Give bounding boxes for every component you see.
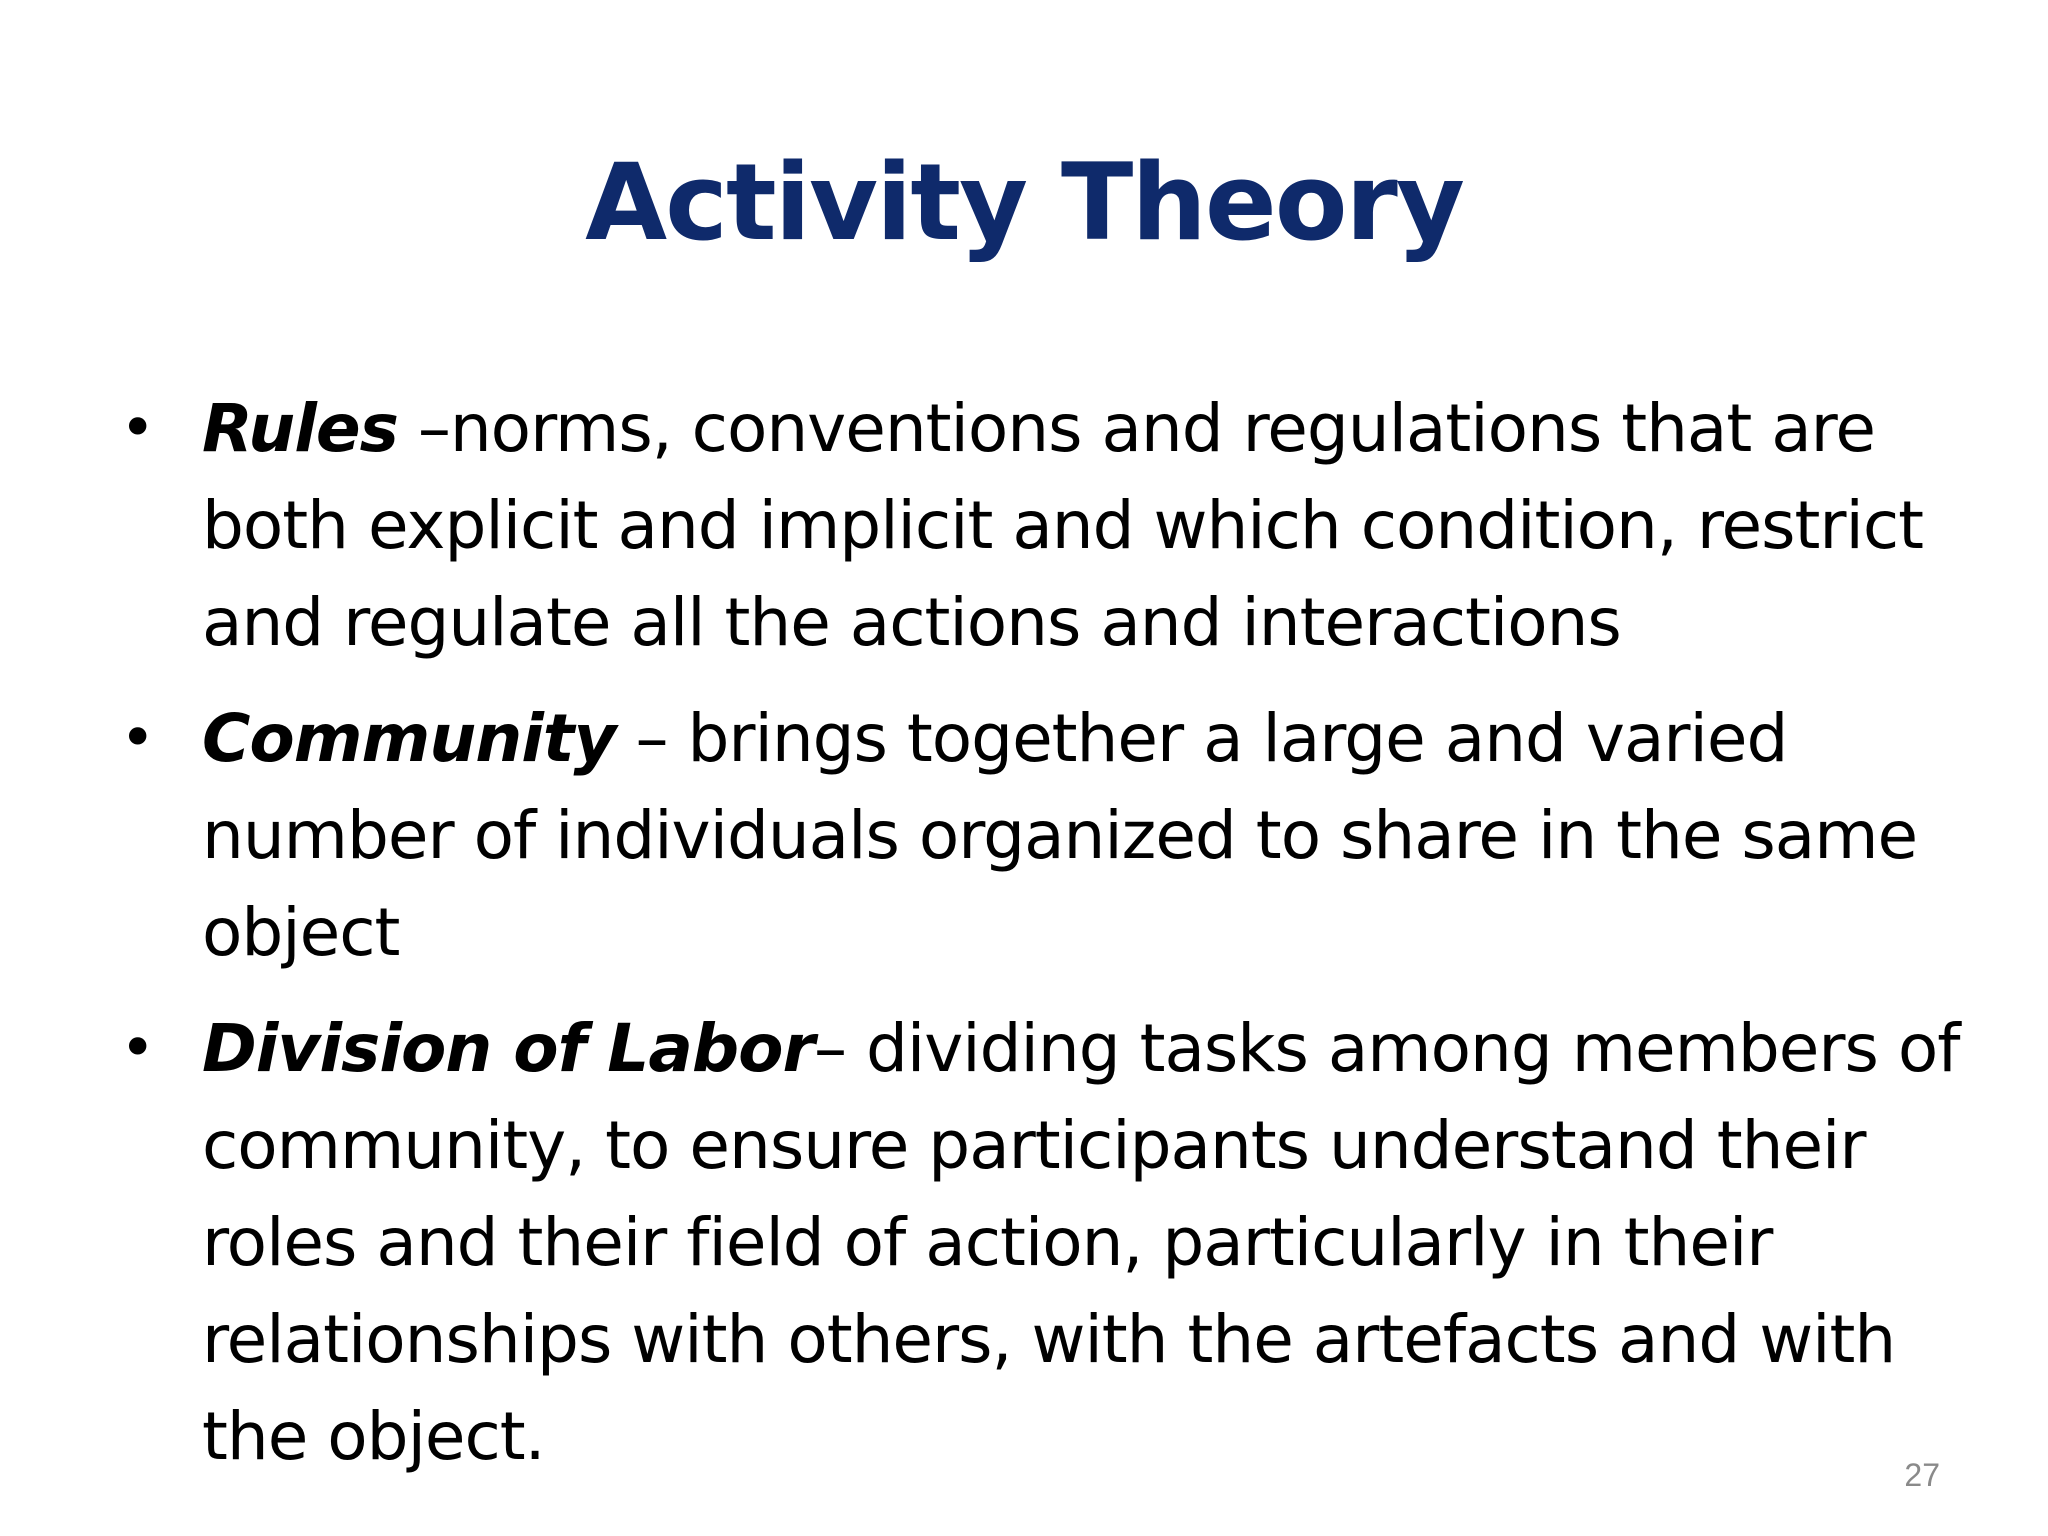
bullet-icon: • [120,393,156,463]
bullet-icon: • [120,703,156,773]
bullet-term: Rules [202,390,398,467]
bullet-term: Community [202,700,616,777]
bullet-text [202,690,1962,981]
bullet-term: Division of Labor [202,1010,815,1087]
page-number: 27 [1904,1457,1940,1493]
bullet-description: –norms, conventions and regulations that are both explicit and implicit and which condition, restrict and regulate all the actions and interactions [202,390,1924,661]
bullet-icon: • [120,1013,156,1083]
bullet-description: – dividing tasks among members of community, to ensure participants understand their roles and their field of action, particularly in their relationships with others, with the artefacts and with the object. [202,1010,1960,1475]
slide-title: Activity Theory [585,141,1463,264]
bullet-description: – brings together a large and varied number of individuals organized to share in the same object [202,700,1918,971]
bullet-text [202,1000,1962,1485]
bullet-text [202,380,1962,671]
